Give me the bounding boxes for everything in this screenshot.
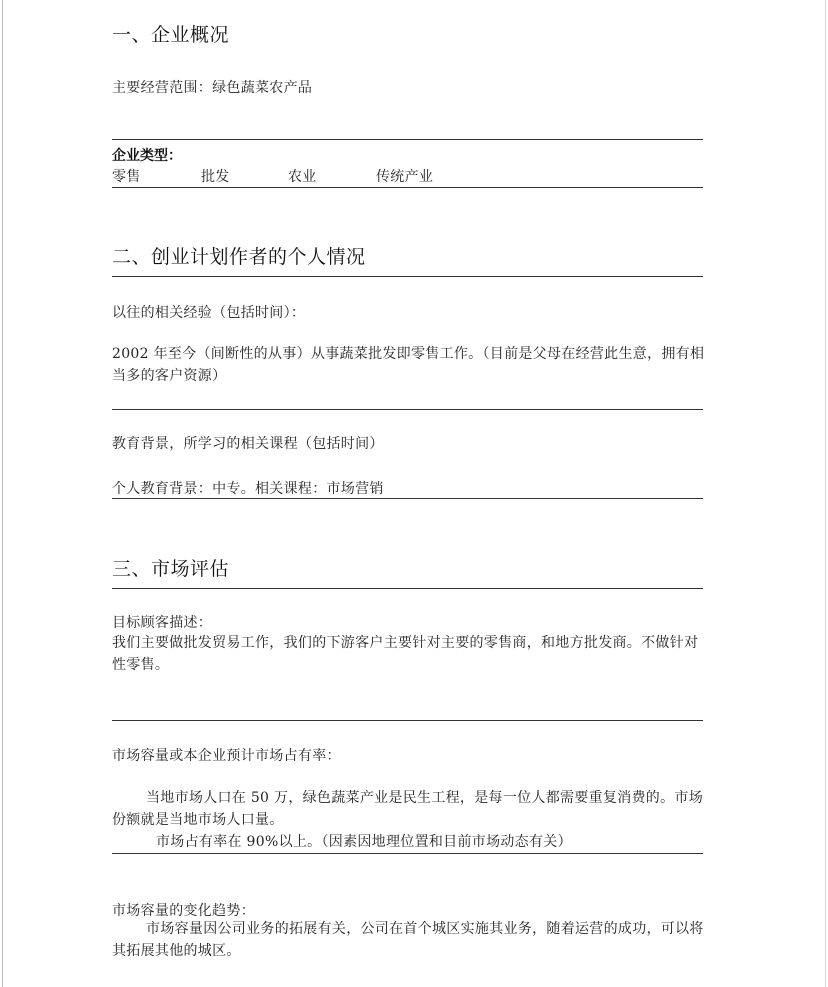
market-capacity-label: 市场容量或本企业预计市场占有率： [112,748,341,764]
divider [112,588,703,589]
divider [112,187,703,188]
experience-text: 2002 年至今（间断性的从事）从事蔬菜批发即零售工作。（目前是父母在经营此生意，拥有相当多的客户资源） [112,346,705,384]
section-1-heading: 一、企业概况 [112,24,230,46]
business-type-retail: 零售 [112,169,141,185]
divider [112,853,703,854]
divider [112,139,703,140]
divider [112,409,703,410]
divider [112,498,703,499]
business-scope: 主要经营范围：绿色蔬菜农产品 [112,80,313,96]
experience-label: 以往的相关经验（包括时间）： [112,305,306,321]
page-border-left [2,0,3,987]
business-type-wholesale: 批发 [201,169,230,185]
education-label: 教育背景，所学习的相关课程（包括时间） [112,436,384,452]
page-border-right [825,0,826,987]
market-share-text: 市场占有率在 90%以上。（因素因地理位置和目前市场动态有关） [156,834,572,850]
education-text: 个人教育背景：中专。相关课程：市场营销 [112,481,384,497]
target-customer-label: 目标顾客描述： [112,615,213,631]
target-customer-text: 我们主要做批发贸易工作，我们的下游客户主要针对主要的零售商，和地方批发商。不做针对性零售。 [112,635,699,673]
market-capacity-text: 当地市场人口在 50 万，绿色蔬菜产业是民生工程，是每一位人都需要重复消费的。市场份额就是当地市场人口量。 [112,790,704,828]
market-trend-label: 市场容量的变化趋势： [112,903,255,919]
business-type-agriculture: 农业 [288,169,317,185]
section-3-heading: 三、市场评估 [112,558,230,580]
business-type-label: 企业类型： [112,148,182,164]
section-2-heading: 二、创业计划作者的个人情况 [112,246,366,268]
divider [112,276,703,277]
market-trend-text: 市场容量因公司业务的拓展有关，公司在首个城区实施其业务，随着运营的成功，可以将其拓展其他的城区。 [112,921,704,959]
divider [112,720,703,721]
business-type-traditional: 传统产业 [376,169,434,185]
